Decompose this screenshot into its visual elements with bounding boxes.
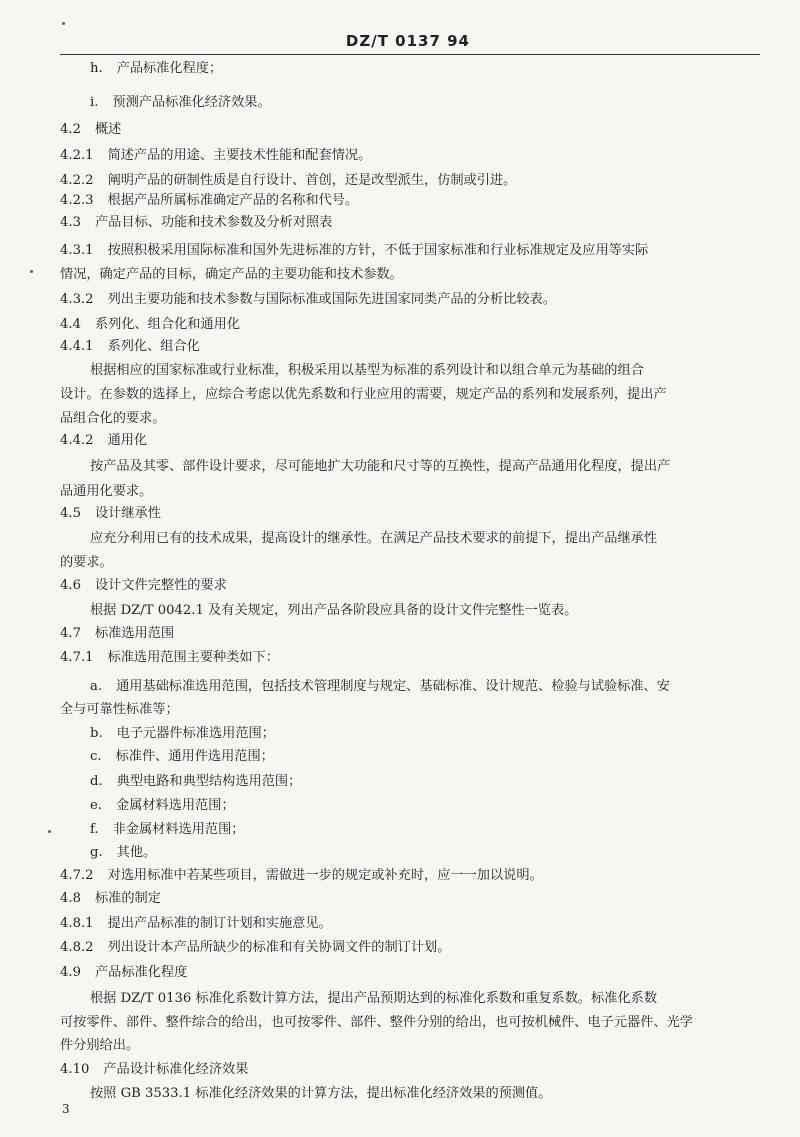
page-number: 3 <box>62 1102 70 1116</box>
list-item: b. 电子元器件标准选用范围； <box>90 726 275 741</box>
clause: 4.7.2 对选用标准中若某些项目，需做进一步的规定或补充时，应一一加以说明。 <box>60 868 543 883</box>
list-item: a. 通用基础标准选用范围，包括技术管理制度与规定、基础标准、设计规范、检验与试验标准、安 <box>90 679 670 694</box>
clause: 4.3.2 列出主要功能和技术参数与国际标准或国际先进国家同类产品的分析比较表。 <box>60 292 556 307</box>
section-heading: 4.7 标准选用范围 <box>60 626 175 641</box>
list-item: d. 典型电路和典型结构选用范围； <box>90 774 302 789</box>
section-heading: 4.10 产品设计标准化经济效果 <box>60 1062 249 1077</box>
paragraph: 应充分利用已有的技术成果，提高设计的继承性。在满足产品技术要求的前提下，提出产品继承性 <box>90 531 658 546</box>
clause: 4.4.1 系列化、组合化 <box>60 339 200 354</box>
paragraph: 按产品及其零、部件设计要求，尽可能地扩大功能和尺寸等的互换性，提高产品通用化程度，提出产 <box>90 459 671 474</box>
section-heading: 4.3 产品目标、功能和技术参数及分析对照表 <box>60 215 333 230</box>
section-heading: 4.8 标准的制定 <box>60 891 161 906</box>
paragraph: 可按零件、部件、整件综合的给出，也可按零件、部件、整件分别的给出，也可按机械件、电子元器件、光学 <box>60 1015 693 1030</box>
paragraph: 的要求。 <box>60 555 113 570</box>
clause: 4.3.1 按照积极采用国际标准和国外先进标准的方针，不低于国家标准和行业标准规定及应用等实际 <box>60 243 649 258</box>
scan-speck <box>62 22 65 25</box>
section-heading: 4.4 系列化、组合化和通用化 <box>60 317 241 332</box>
page-header <box>60 30 760 55</box>
scan-speck <box>48 830 51 833</box>
paragraph: 件分别给出。 <box>60 1038 140 1053</box>
list-item: c. 标准件、通用件选用范围； <box>90 749 274 764</box>
list-item-continuation: 全与可靠性标准等； <box>60 702 179 717</box>
standard-code: DZ/T 0137 94 <box>345 32 470 50</box>
section-heading: 4.2 概述 <box>60 122 122 137</box>
clause: 4.8.2 列出设计本产品所缺少的标准和有关协调文件的制订计划。 <box>60 940 451 955</box>
list-item: e. 金属材料选用范围； <box>90 798 235 813</box>
paragraph: 品通用化要求。 <box>60 484 153 499</box>
clause: 4.2.2 阐明产品的研制性质是自行设计、首创，还是改型派生，仿制或引进。 <box>60 173 517 188</box>
scan-speck <box>30 270 33 273</box>
list-item: i. 预测产品标准化经济效果。 <box>90 95 271 110</box>
section-heading: 4.9 产品标准化程度 <box>60 965 188 980</box>
paragraph: 根据 DZ/T 0042.1 及有关规定，列出产品各阶段应具备的设计文件完整性一览表。 <box>90 603 578 618</box>
paragraph: 设计。在参数的选择上，应综合考虑以优先系数和行业应用的需要，规定产品的系列和发展系列，提出产 <box>60 387 667 402</box>
paragraph: 按照 GB 3533.1 标准化经济效果的计算方法，提出标准化经济效果的预测值。 <box>90 1086 552 1101</box>
section-heading: 4.6 设计文件完整性的要求 <box>60 578 227 593</box>
list-item: h. 产品标准化程度； <box>90 61 223 76</box>
clause: 4.4.2 通用化 <box>60 433 148 448</box>
clause: 4.7.1 标准选用范围主要种类如下： <box>60 650 279 665</box>
clause-continuation: 情况，确定产品的目标，确定产品的主要功能和技术参数。 <box>60 267 403 282</box>
list-item: f. 非金属材料选用范围； <box>90 822 245 837</box>
clause: 4.2.1 简述产品的用途、主要技术性能和配套情况。 <box>60 148 372 163</box>
list-item: g. 其他。 <box>90 845 157 860</box>
section-heading: 4.5 设计继承性 <box>60 506 161 521</box>
paragraph: 根据 DZ/T 0136 标准化系数计算方法，提出产品预期达到的标准化系数和重复系数。标准化系数 <box>90 991 658 1006</box>
paragraph: 品组合化的要求。 <box>60 411 166 426</box>
clause: 4.8.1 提出产品标准的制订计划和实施意见。 <box>60 916 332 931</box>
paragraph: 根据相应的国家标准或行业标准，积极采用以基型为标准的系列设计和以组合单元为基础的组合 <box>90 363 644 378</box>
clause: 4.2.3 根据产品所属标准确定产品的名称和代号。 <box>60 193 359 208</box>
